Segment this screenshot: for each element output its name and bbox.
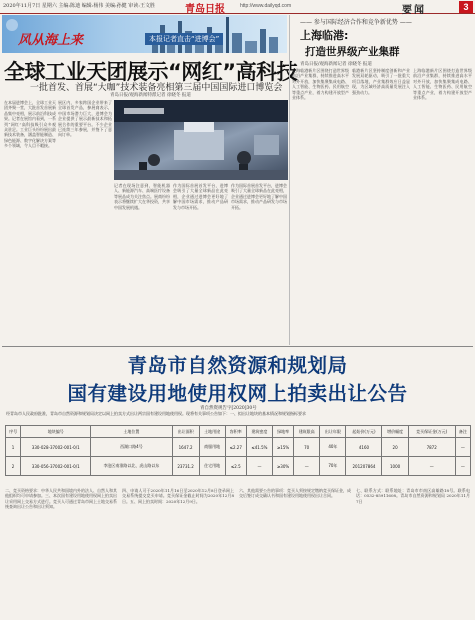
announcement-title-line1: 青岛市自然资源和规划局 bbox=[127, 354, 348, 377]
table-cell: 4160 bbox=[346, 438, 382, 457]
table-cell: 李沧区南淮路以北、虎山路以东 bbox=[91, 457, 172, 476]
table-header: 序号 bbox=[6, 426, 21, 438]
table-cell: 70 bbox=[294, 438, 320, 457]
table-cell: — bbox=[455, 438, 470, 457]
table-header: 绿地率 bbox=[273, 426, 294, 438]
table-cell: 1647.2 bbox=[172, 438, 199, 457]
table-cell: ≤2.5 bbox=[225, 457, 246, 476]
table-header: 出让年限 bbox=[320, 426, 346, 438]
article-column: 记者在现场注意到，智能机器人、新能源汽车、高端医疗设备等展品成为关注焦点。展商纷纷表示将继续扩大在华投资，共享中国发展机遇。 bbox=[114, 183, 170, 210]
right-story-kicker: —— 参与国际经济合作和竞争新优势 —— bbox=[300, 19, 412, 26]
table-cell: 20 bbox=[382, 438, 408, 457]
table-cell: — bbox=[455, 457, 470, 476]
article-column: 展区内，多家跨国企业带来了全球首发产品，参展商表示，中国市场潜力巨大，进博会为企业提供了展示最新技术和拓展合作的重要平台。不少企业已连续三年参展，并签下了意向订单。 bbox=[58, 100, 112, 138]
table-header: 出让面积 bbox=[172, 426, 199, 438]
exhibition-photo bbox=[114, 100, 288, 180]
date-line: 2020年11月7日 星期六 主编:陈迪 编辑:杨伟 美编:孙健 审读:王文胜 bbox=[3, 3, 155, 9]
section-divider bbox=[2, 346, 473, 347]
table-cell: 23731.2 bbox=[172, 457, 199, 476]
table-header: 备注 bbox=[455, 426, 470, 438]
announcement-column: 六、其他需要公告的事项：竞买人须按规定缴纳竞买保证金，成交后签订成交确认书和国有建设用地使用权出让合同。 bbox=[239, 488, 351, 499]
announcement-column: 二、竞买资格要求：中华人民共和国境内外的法人、自然人和其他组织均可申请参加。三、本次国有建设用地使用权网上拍卖出让采用网上交易方式进行。竞买人可通过青岛市网上土地交易系统查询出让公告和出让须知。 bbox=[5, 488, 117, 510]
table-cell: 201207864 bbox=[346, 457, 382, 476]
table-row bbox=[6, 457, 471, 476]
website-url[interactable]: http://www.dailyqd.com bbox=[240, 3, 292, 9]
article-column: 上海临港新片区围绕打造世界级前沿产业集群，持续推进高水平对外开放，加快集聚集成电路、人工智能、生物医药、民用航空等重点产业，着力构建开放型产业体系。 bbox=[292, 68, 349, 101]
table-header: 竞买保证金(万元) bbox=[408, 426, 455, 438]
table-cell: ≤2.27 bbox=[225, 438, 246, 457]
right-story-subtitle: 打造世界级产业集群 bbox=[305, 46, 400, 58]
page-number: 3 bbox=[459, 1, 473, 13]
article-column: 作为国际首展首发平台，进博会吸引了大量全球新品在此亮相，企业通过进博会更好地了解中国市场需求，推动产品研发与市场开拓。 bbox=[173, 183, 228, 210]
announcement-title-line2: 国有建设用地使用权网上拍卖出让公告 bbox=[67, 382, 408, 405]
table-cell: ≤41.5% bbox=[246, 438, 272, 457]
table-header: 容积率 bbox=[225, 426, 246, 438]
table-cell: 7872 bbox=[408, 438, 455, 457]
table-cell: — bbox=[294, 457, 320, 476]
lead-headline: 全球工业天团展示“网红”高科技 bbox=[4, 60, 298, 84]
column-divider bbox=[289, 15, 290, 345]
table-cell: 住宅用地 bbox=[199, 457, 225, 476]
banner-title: 风从海上来 bbox=[18, 33, 84, 48]
banner-subtitle: 本报记者直击“进博会” bbox=[145, 33, 223, 45]
table-cell: 2 bbox=[6, 457, 21, 476]
article-column: 作为国际首展首发平台，进博会吸引了大量全球新品在此亮相，企业通过进博会更好地了解中国市场需求，推动产品研发与市场开拓。 bbox=[231, 183, 287, 210]
table-header: 建筑密度 bbox=[246, 426, 272, 438]
table-cell: ≥30% bbox=[273, 457, 294, 476]
announcement-doc-number: 青自然资规告字[2020]30号 bbox=[200, 406, 257, 411]
land-parcel-table bbox=[5, 425, 471, 476]
article-column: 临港新片区坚持制度创新和产业发展双轮驱动，吸引了一批重大项目落地，产业集群效应日益显现，为区域经济高质量发展注入强劲动力。 bbox=[352, 68, 410, 95]
table-cell: ≥15% bbox=[273, 438, 294, 457]
newspaper-logo: 青岛日报 bbox=[185, 4, 225, 15]
article-column: 上海临港新片区围绕打造世界级前沿产业集群，持续推进高水平对外开放，加快集聚集成电路、人工智能、生物医药、民用航空等重点产业，着力构建开放型产业体系。 bbox=[413, 68, 472, 101]
lead-byline: 青岛日报/观海新闻特派记者 徐晓冬 报道 bbox=[110, 93, 191, 98]
article-column: 在本届进博会上，全球工业天团齐聚一堂，大批首发首展新品集中亮相，展示前沿科技成果。记者在展馆内看到，一系列“网红”高科技吸引众多观众驻足。工业巨头纷纷展出最新技术装备，涵盖智能制造、绿色能源、数字化解决方案等多个领域，令人目不暇接。 bbox=[4, 100, 56, 149]
announcement-column: 四、申请人可于2020年11月16日至2020年12月8日登录网上交易系统提交竞买申请。竞买保证金截止时间为2020年12月8日。五、网上拍卖时间：2020年12月9日。 bbox=[122, 488, 234, 504]
table-cell: 330-056-37002-001-0/1 bbox=[21, 457, 91, 476]
table-header-row bbox=[6, 426, 471, 438]
table-cell: 西湖口路4号 bbox=[91, 438, 172, 457]
table-header: 土地位置 bbox=[91, 426, 172, 438]
right-story-byline: 青岛日报/观海新闻记者 徐晓冬 报道 bbox=[300, 62, 372, 67]
table-cell: 1000 bbox=[382, 457, 408, 476]
table-header: 土地用途 bbox=[199, 426, 225, 438]
table-header: 建筑限高 bbox=[294, 426, 320, 438]
table-cell: 40年 bbox=[320, 438, 346, 457]
table-row bbox=[6, 438, 471, 457]
table-header: 地块编号 bbox=[21, 426, 91, 438]
table-cell: 1 bbox=[6, 438, 21, 457]
table-cell: 330-028-37002-001-0/1 bbox=[21, 438, 91, 457]
announcement-column: 七、联系方式：联系地址：青岛市市南区高雄路18号。联系电话：0532-85911608。青岛市自然资源和规划局 2020年11月7日 bbox=[356, 488, 470, 504]
table-cell: — bbox=[408, 457, 455, 476]
right-story-title: 上海临港: bbox=[300, 29, 349, 42]
table-cell: — bbox=[246, 457, 272, 476]
announcement-intro: 经青岛市人民政府批准，青岛市自然资源和规划局决定以网上拍卖方式出让两宗国有建设用地使用权。现将有关事项公告如下：一、拟出让地块的基本情况和规划指标要求 bbox=[6, 411, 306, 416]
photo-illustration bbox=[114, 100, 288, 180]
section-title: 要闻 bbox=[402, 5, 426, 16]
series-banner bbox=[2, 15, 287, 53]
table-header: 起始价(万元) bbox=[346, 426, 382, 438]
table-header: 增价幅度 bbox=[382, 426, 408, 438]
table-cell: 70年 bbox=[320, 457, 346, 476]
table-cell: 商服用地 bbox=[199, 438, 225, 457]
lead-subheadline: 一批首发、首展“大咖”技术装备亮相第三届中国国际进口博览会 bbox=[30, 83, 283, 93]
